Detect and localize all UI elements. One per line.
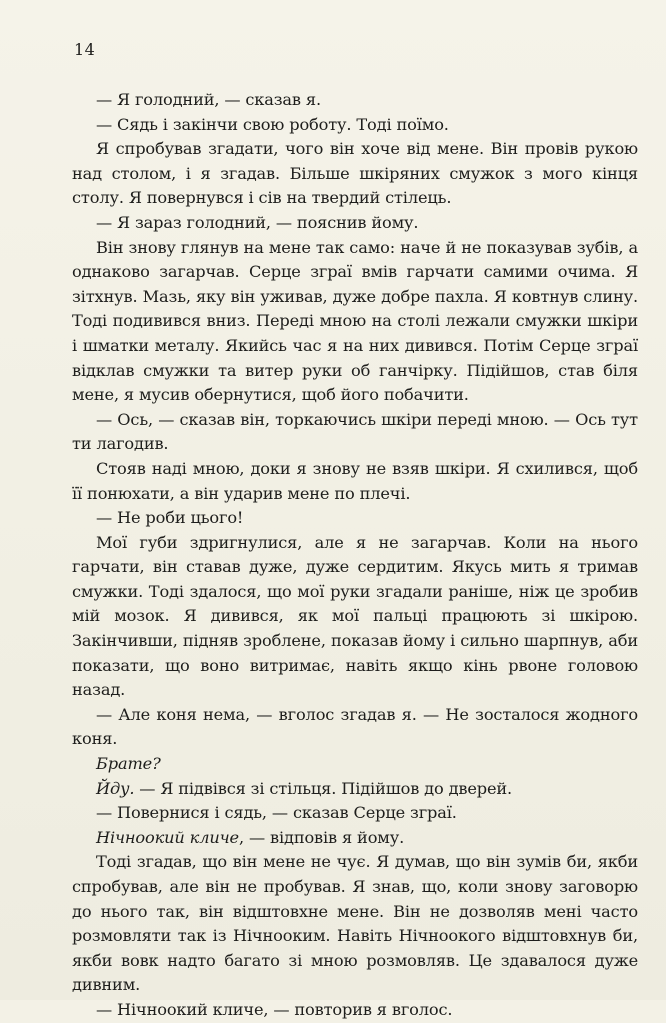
paragraph: — Ось, — сказав він, торкаючись шкіри переді мною. — Ось тут ти лагодив. (72, 409, 638, 454)
paragraph: — Нічноокий кличе, — повторив я вголос. (96, 999, 453, 1019)
paragraph-italic: Брате? (96, 754, 161, 774)
paragraph: — Повернися і сядь, — сказав Серце зграї. (96, 803, 457, 823)
page-number: 14 (74, 40, 96, 59)
paragraph: — Не роби цього! (96, 508, 244, 528)
paragraph: — Я зараз голодний, — пояснив йому. (96, 212, 419, 232)
paragraph: Мої губи здригнулися, але я не загарчав. Коли на нього гарчати, він ставав дуже, дуже сердитим. Якусь мить я тримав смужки. Тоді здалося, що мої руки згадали раніше, ніж це зробив мій мозок. Я дивився, як мої пальці працюють зі шкірою. Закінчивши, підняв зроблене, показав йому і сильно шарпнув, аби показати, що воно витримає, навіть якщо кінь рвоне головою назад. (72, 532, 638, 700)
paragraph: — Я голодний, — сказав я. (96, 90, 321, 109)
paragraph: Він знову глянув на мене так само: наче й не показував зубів, а однаково загарчав. Серце зграї вмів гарчати самими очима. Я зітхнув. Мазь, яку він уживав, дуже добре пахла. Я ковтнув слину. Тоді подивився вниз. Переді мною на столі лежали смужки шкіри і шматки металу. Якийсь час я на них дивився. Потім Серце зграї відклав смужки та витер руки об ганчірку. Підійшов, став біля мене, я мусив обернутися, щоб його побачити. (72, 237, 638, 405)
paragraph: Стояв наді мною, доки я знову не взяв шкіри. Я схилився, щоб її понюхати, а він ударив мене по плечі. (72, 458, 638, 503)
page-text (72, 88, 638, 1023)
paragraph: Тоді згадав, що він мене не чує. Я думав, що він зумів би, якби спробував, але він не пробував. Я знав, що, коли знову заговорю до нього так, він відштовхне мене. Він не дозволяв мені часто розмовляти так із Нічнооким. Навіть Нічноокого відштовхнув би, якби вовк надто багато зі мною розмовляв. Це здавалося дуже дивним. (72, 852, 638, 995)
paragraph-italic-lead: Йду. — Я підвівся зі стільця. Підійшов до дверей. (96, 778, 513, 798)
paragraph: Я спробував згадати, чого він хоче від мене. Він провів рукою над столом, і я згадав. Більше шкіряних смужок з мого кінця столу. Я повернувся і сів на твердий стілець. (72, 139, 638, 208)
paragraph-italic-lead: Нічноокий кличе, — відповів я йому. (96, 827, 405, 847)
paragraph: — Сядь і закінчи свою роботу. Тоді поїмо. (96, 114, 449, 134)
paragraph: — Але коня нема, — вголос згадав я. — Не зосталося жодного коня. (72, 704, 638, 749)
